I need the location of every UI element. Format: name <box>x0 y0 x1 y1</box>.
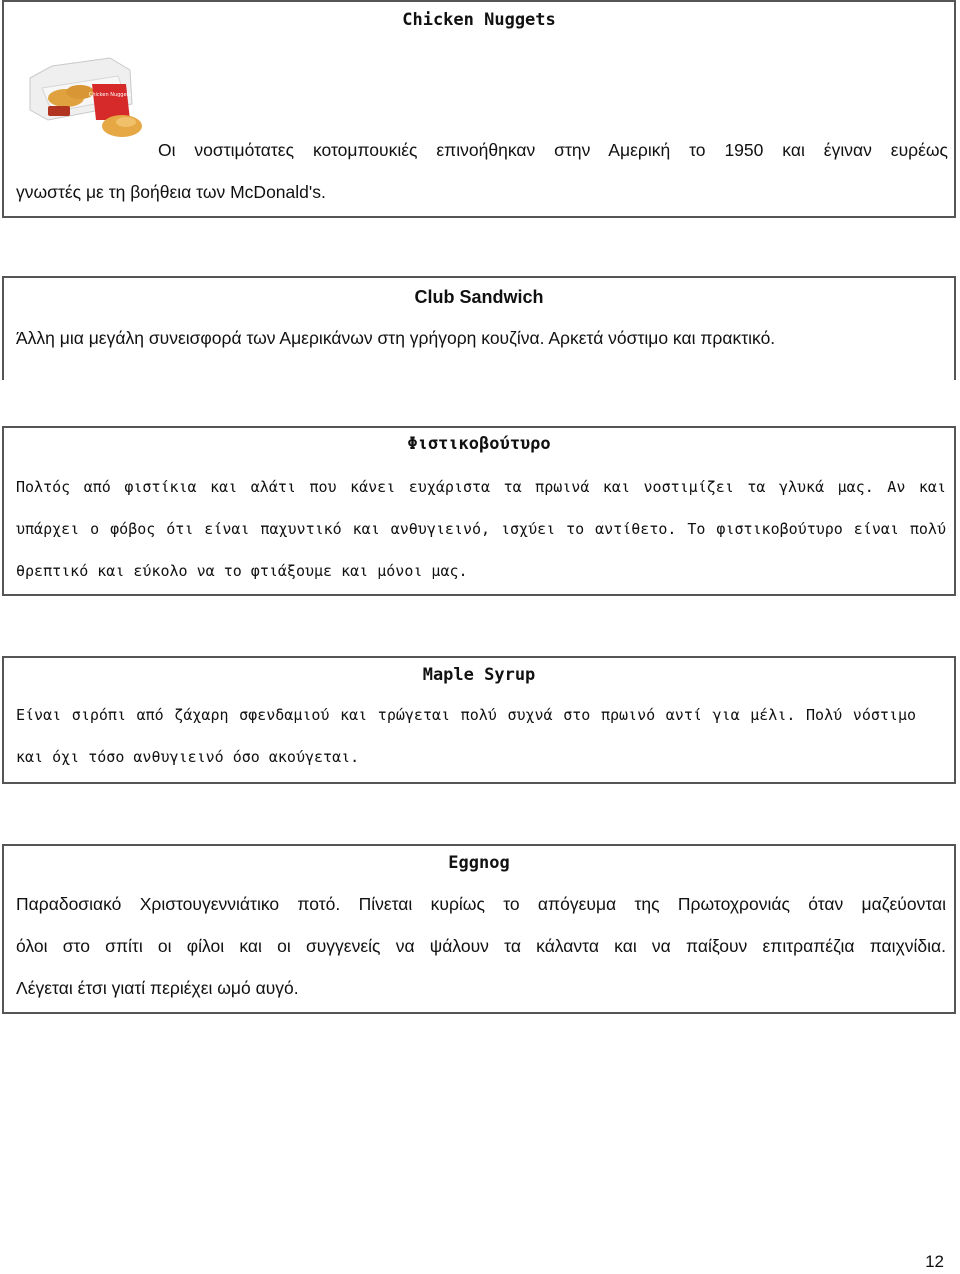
nuggets-box-image <box>22 54 152 146</box>
section-text-line: Παραδοσιακό Χριστουγεννιάτικο ποτό. Πίνεται κυρίως το απόγευμα της Πρωτοχρονιάς όταν μαζεύονται <box>16 894 946 914</box>
section-text-line: θρεπτικό και εύκολο να το φτιάξουμε και μόνοι μας. <box>16 562 468 580</box>
section-maple-syrup <box>2 656 956 784</box>
section-peanut-butter <box>2 426 956 596</box>
section-text-line: υπάρχει ο φόβος ότι είναι παχυντικό και ανθυγιεινό, ισχύει το αντίθετο. Το φιστικοβούτυρο είναι πολύ <box>16 520 946 538</box>
section-title: Eggnog <box>448 853 510 873</box>
section-title: Club Sandwich <box>414 287 544 307</box>
section-text-line: Λέγεται έτσι γιατί περιέχει ωμό αυγό. <box>16 978 299 998</box>
section-title: Maple Syrup <box>422 665 536 685</box>
section-text-line: Άλλη μια μεγάλη συνεισφορά των Αμερικάνων στη γρήγορη κουζίνα. Αρκετά νόστιμο και πρακτικό. <box>16 328 776 348</box>
section-text-line: Οι νοστιμότατες κοτομπουκιές επινοήθηκαν στην Αμερική το 1950 και έγιναν ευρέως <box>158 140 948 160</box>
section-text-line: Είναι σιρόπι από ζάχαρη σφενδαμιού και τρώγεται πολύ συχνά στο πρωινό αντί για μέλι. Πολύ νόστιμο <box>16 706 916 724</box>
section-chicken-nuggets <box>2 0 956 218</box>
section-title: Φιστικοβούτυρο <box>407 434 551 454</box>
section-title: Chicken Nuggets <box>402 10 556 30</box>
section-eggnog <box>2 844 956 1014</box>
section-text-line: Πολτός από φιστίκια και αλάτι που κάνει ευχάριστα τα πρωινά και νοστιμίζει τα γλυκά μας. Αν και <box>16 478 946 496</box>
page-number: 12 <box>925 1252 944 1271</box>
section-text-line: όλοι στο σπίτι οι φίλοι και οι συγγενείς να ψάλουν τα κάλαντα και να παίξουν επιτραπέζια παιχνίδια. <box>16 936 946 956</box>
section-club-sandwich <box>2 276 956 380</box>
svg-text:Chicken Nuggets: Chicken Nuggets <box>88 92 132 98</box>
section-text-line: γνωστές με τη βοήθεια των McDonald's. <box>16 182 326 202</box>
section-text-line: και όχι τόσο ανθυγιεινό όσο ακούγεται. <box>16 748 360 766</box>
